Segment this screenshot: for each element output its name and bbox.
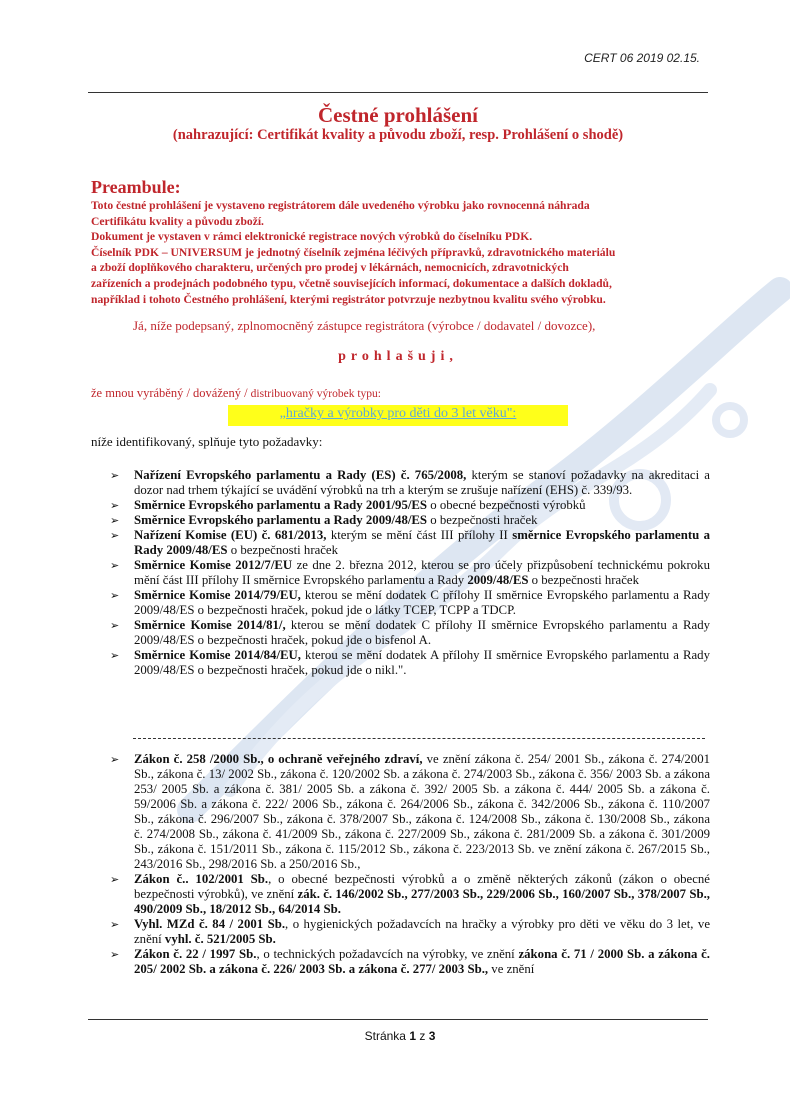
- preamble-text: [91, 198, 711, 307]
- arrow-bullet-icon: ➢: [110, 529, 120, 542]
- arrow-bullet-icon: ➢: [110, 619, 120, 632]
- arrow-bullet-icon: ➢: [110, 499, 120, 512]
- preamble-line: zařízeních a prodejnách podobného typu, včetně souvisejících informací, dokumentace a dalších dokladů,: [91, 276, 612, 290]
- arrow-bullet-icon: ➢: [110, 649, 120, 662]
- requirements-list: [110, 468, 710, 678]
- preamble-line: Číselník PDK – UNIVERSUM je jednotný číselník zejména léčivých přípravků, zdravotnického materiálu: [91, 245, 616, 259]
- preamble-line: a zboží doplňkového charakteru, určených pro prodej v lékárnách, nemocnicích, zdravotnických: [91, 261, 569, 275]
- arrow-bullet-icon: ➢: [110, 589, 120, 602]
- footer-divider: [88, 1019, 708, 1020]
- document-code: CERT 06 2019 02.15.: [584, 51, 700, 65]
- dashed-separator: [133, 738, 705, 739]
- laws-list: [110, 752, 710, 977]
- list-item: ➢ Vyhl. MZd č. 84 / 2001 Sb., o hygienických požadavcích na hračky a výrobky pro děti ve věku do 3 let, ve znění vyhl. č. 521/2005 Sb.: [110, 917, 710, 946]
- list-item: ➢ Zákon č. 22 / 1997 Sb., o technických požadavcích na výrobky, ve znění zákona č. 71 / 2000 Sb. a zákona č. 205/ 2002 Sb. a zákona č. 226/ 2003 Sb. a zákona č. 277/ 2003 Sb., ve znění: [110, 947, 710, 976]
- preamble-line: Certifikátu kvality a původu zboží.: [91, 214, 264, 228]
- preamble-heading: Preambule:: [91, 177, 181, 197]
- preamble-line: Dokument je vystaven v rámci elektronické registrace nových výrobků do číselníku PDK.: [91, 230, 533, 244]
- list-item: ➢ Směrnice Evropského parlamentu a Rady 2001/95/ES o obecné bezpečnosti výrobků: [110, 498, 586, 512]
- arrow-bullet-icon: ➢: [110, 873, 120, 886]
- arrow-bullet-icon: ➢: [110, 469, 120, 482]
- list-item: ➢ Směrnice Komise 2012/7/EU ze dne 2. března 2012, kterou se pro účely přizpůsobení technickému pokroku mění část III přílohy II směrnice Evropského parlamentu a Rady 2009/48/ES o bezpečnosti hraček: [110, 558, 710, 587]
- list-item: ➢ Zákon č.. 102/2001 Sb., o obecné bezpečnosti výrobků a o změně některých zákonů (zákon o obecné bezpečnosti výrobků), ve znění zák. č. 146/2002 Sb., 277/2003 Sb., 229/2006 Sb., 160/2007 Sb., 378/2007 Sb., 490/2009 Sb., 18/2012 Sb., 64/2014 Sb.: [110, 872, 710, 916]
- document-subtitle: (nahrazující: Certifikát kvality a původu zboží, resp. Prohlášení o shodě): [172, 127, 624, 143]
- arrow-bullet-icon: ➢: [110, 948, 120, 961]
- product-prefix: že mnou vyráběný / dovážený /: [91, 386, 251, 400]
- list-item: ➢ Nařízení Evropského parlamentu a Rady (ES) č. 765/2008, kterým se stanoví požadavky na akreditaci a dozor nad trhem týkající se uvádění výrobků na trh a kterým se zrušuje nařízení (EHS) č. 339/93.: [110, 468, 710, 497]
- declaration-word: prohlašuji,: [338, 349, 458, 364]
- preamble-line: Toto čestné prohlášení je vystaveno registrátorem dále uvedeného výrobku jako rovnocenná náhrada: [91, 199, 590, 212]
- arrow-bullet-icon: ➢: [110, 514, 120, 527]
- list-item: ➢ Směrnice Evropského parlamentu a Rady 2009/48/ES o bezpečnosti hraček: [110, 513, 538, 527]
- list-item: ➢ Zákon č. 258 /2000 Sb., o ochraně veřejného zdraví, ve znění zákona č. 254/ 2001 Sb., zákona č. 274/2001 Sb., zákona č. 13/ 2002 Sb., zákona č. 120/2002 Sb. a zákona č. 274/2003 Sb., zákona č. 356/ 2003 Sb. a zákona 253/ 2005 Sb. a zákona č. 381/ 2005 Sb. a zákona č. 392/ 2005 Sb. a zákona č. 444/ 2005 Sb. a zákona č. 59/2006 Sb. a zákona č. 222/ 2006 Sb., zákona č. 264/2006 Sb., zákona č. 342/2006 Sb., zákona č. 110/2007 Sb., zákona č. 296/2007 Sb., zákona č. 378/2007 Sb., zákona č. 124/2008 Sb., zákona č. 130/2008 Sb., zákona č. 274/2008 Sb., zákona č. 41/2009 Sb., zákona č. 227/2009 Sb., zákona č. 281/2009 Sb. a zákona č. 301/2009 Sb., zákona č. 151/2011 Sb., zákona č. 115/2012 Sb., zákona č. 223/2013 Sb. ve znění zákona č. 267/2015 Sb., 243/2016 Sb., 298/2016 Sb. a 250/2016 Sb.,: [110, 752, 710, 871]
- header-divider: [88, 92, 708, 93]
- arrow-bullet-icon: ➢: [110, 918, 120, 931]
- declaration-intro: Já, níže podepsaný, zplnomocněný zástupce registrátora (výrobce / dodavatel / dovozce),: [133, 318, 596, 333]
- list-item: ➢ Směrnice Komise 2014/81/, kterou se mění dodatek C přílohy II směrnice Evropského parlamentu a Rady 2009/48/ES o bezpečnosti hraček, pokud jde o bisfenol A.: [110, 618, 711, 647]
- list-item: ➢ Směrnice Komise 2014/84/EU, kterou se mění dodatek A přílohy II směrnice Evropského parlamentu a Rady 2009/48/ES o bezpečnosti hraček, pokud jde o nikl.".: [110, 648, 710, 677]
- preamble-line: například i tohoto Čestného prohlášení, kterými registrátor potvrzuje nezbytnou kvalitu svého výrobku.: [91, 292, 606, 306]
- document-title: Čestné prohlášení: [317, 103, 479, 127]
- list-item: ➢ Nařízení Komise (EU) č. 681/2013, kterým se mění část III přílohy II směrnice Evropského parlamentu a Rady 2009/48/ES o bezpečnosti hraček: [110, 528, 710, 557]
- product-line: [91, 386, 381, 401]
- page-number: Stránka 1 z 3: [364, 1029, 436, 1043]
- product-type: „hračky a výrobky pro děti do 3 let věku":: [279, 406, 517, 421]
- requirements-intro: níže identifikovaný, splňuje tyto požadavky:: [91, 434, 323, 449]
- product-prefix-small: distribuovaný výrobek typu:: [250, 388, 381, 400]
- list-item: ➢ Směrnice Komise 2014/79/EU, kterou se mění dodatek C přílohy II směrnice Evropského parlamentu a Rady 2009/48/ES o bezpečnosti hraček, pokud jde o látky TCEP, TCPP a TDCP.: [110, 588, 710, 617]
- arrow-bullet-icon: ➢: [110, 753, 120, 766]
- arrow-bullet-icon: ➢: [110, 559, 120, 572]
